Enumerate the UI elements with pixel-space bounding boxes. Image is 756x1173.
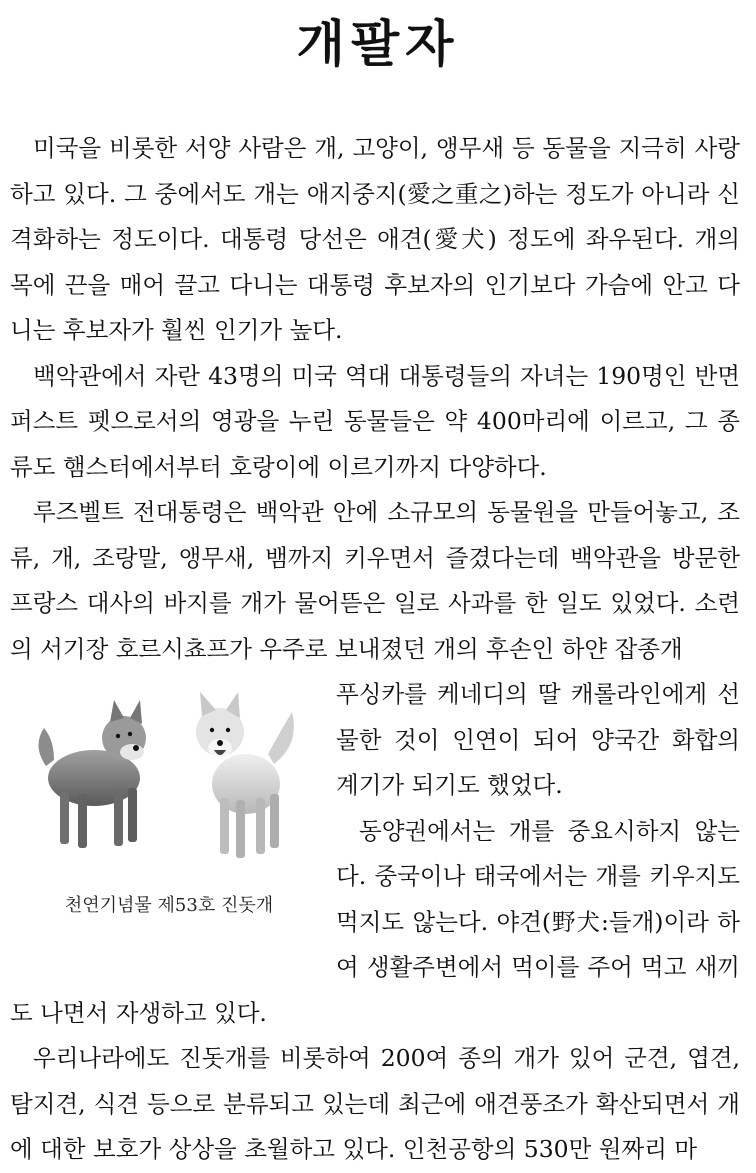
page-title: 개팔자 bbox=[296, 14, 460, 73]
jindo-dogs-illustration bbox=[24, 688, 314, 888]
dog-right-icon bbox=[196, 692, 294, 858]
figure-caption: 천연기념물 제53호 진돗개 bbox=[64, 895, 274, 916]
paragraph-1: 미국을 비롯한 서양 사람은 개, 고양이, 앵무새 등 동물을 지극히 사랑하고 있다. 그 중에서도 개는 애지중지(愛之重之)하는 정도가 아니라 신격화하는 정도이다. 대통령 당선은 애견(愛犬) 정도에 좌우된다. 개의 목에 끈을 매어 끌고 다니는 대통령 후보자의 인기보다 가슴에 안고 다니는 후보자가 훨씬 인기가 높다. bbox=[10, 134, 740, 344]
article-body bbox=[10, 126, 740, 1173]
dog-left-icon bbox=[38, 700, 146, 848]
paragraph-4: 동양권에서는 개를 중요시하지 않는다. 중국이나 태국에서는 개를 키우지도 먹지도 않는다. 야견(野犬:들개)이라 하여 생활주변에서 먹이를 주어 먹고 새끼도 나면서 자생하고 있다. bbox=[10, 816, 740, 1027]
dog-figure bbox=[10, 672, 328, 990]
paragraph-2: 백악관에서 자란 43명의 미국 역대 대통령들의 자녀는 190명인 반면 퍼스트 펫으로서의 영광을 누린 동물들은 약 400마리에 이르고, 그 종류도 햄스터에서부터 호랑이에 이르기까지 다양하다. bbox=[10, 361, 740, 481]
paragraph-3: 루즈벨트 전대통령은 백악관 안에 소규모의 동물원을 만들어놓고, 조류, 개, 조랑말, 앵무새, 뱀까지 키우면서 즐겼다는데 백악관을 방문한 프랑스 대사의 바지를 개가 물어뜯은 일로 사과를 한 일도 있었다. 소련의 서기장 호르시쵸프가 우주로 보내졌던 개의 후손인 하얀 잡종개 bbox=[10, 498, 740, 663]
paragraph-3-continued: 푸싱카를 케네디의 딸 캐롤라인에게 선물한 것이 인연이 되어 양국간 화합의 계기가 되기도 했었다. bbox=[336, 680, 740, 799]
paragraph-5: 우리나라에도 진돗개를 비롯하여 200여 종의 개가 있어 군견, 엽견, 탐지견, 식견 등으로 분류되고 있는데 최근에 애견풍조가 확산되면서 개에 대한 보호가 상상을 초월하고 있다. 인천공항의 530만 원짜리 마 bbox=[10, 1044, 740, 1163]
